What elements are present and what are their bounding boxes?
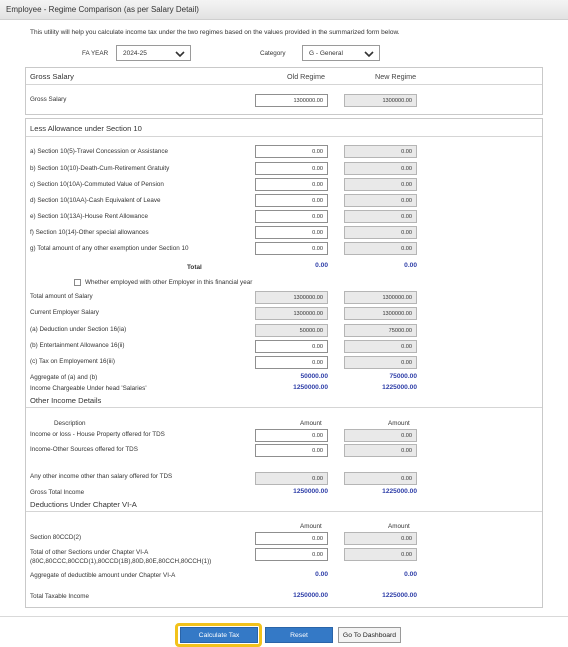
house-property-new: 0.00: [344, 429, 417, 442]
allowance-label: b) Section 10(10)-Death-Cum-Retirement Gratuity: [30, 165, 170, 172]
house-property-old-input[interactable]: 0.00: [255, 429, 328, 442]
gross-total-income-label: Gross Total Income: [30, 489, 85, 496]
allowance-label: a) Section 10(5)-Travel Concession or Assistance: [30, 148, 169, 155]
total-taxable-income-new: 1225000.00: [382, 592, 417, 599]
description-header: Description: [54, 420, 86, 427]
category-value: G - General: [309, 50, 343, 57]
window-title: Employee - Regime Comparison (as per Salary Detail): [6, 5, 199, 14]
tax-on-employment-new: 0.00: [344, 356, 417, 369]
allowance-total-label: Total: [187, 264, 202, 271]
allowance-new-input: 0.00: [344, 242, 417, 255]
gross-total-income-new: 1225000.00: [382, 488, 417, 495]
category-label: Category: [260, 50, 286, 57]
new-regime-header: New Regime: [375, 72, 417, 81]
divider: [26, 84, 542, 85]
entertainment-allowance-new: 0.00: [344, 340, 417, 353]
allowance-total-old: 0.00: [315, 262, 328, 269]
section-80ccd2-label: Section 80CCD(2): [30, 534, 82, 541]
other-sections-new: 0.00: [344, 548, 417, 561]
other-sources-label: Income-Other Sources offered for TDS: [30, 446, 138, 453]
other-income-label: Any other income other than salary offered for TDS: [30, 473, 173, 480]
allowance-old-input[interactable]: 0.00: [255, 145, 328, 158]
allowance-old-input[interactable]: 0.00: [255, 210, 328, 223]
go-to-dashboard-button[interactable]: Go To Dashboard: [338, 627, 401, 643]
current-employer-salary-new: 1300000.00: [344, 307, 417, 320]
tax-on-employment-old-input[interactable]: 0.00: [255, 356, 328, 369]
allowance-old-input[interactable]: 0.00: [255, 162, 328, 175]
total-salary-new: 1300000.00: [344, 291, 417, 304]
aggregate-ab-new: 75000.00: [389, 373, 417, 380]
divider: [0, 616, 568, 617]
other-income-old: 0.00: [255, 472, 328, 485]
divider: [26, 511, 542, 512]
deduction-aggregate-old: 0.00: [315, 571, 328, 578]
window-titlebar: [0, 0, 568, 20]
aggregate-ab-label: Aggregate of (a) and (b): [30, 374, 98, 381]
deduction-aggregate-new: 0.00: [404, 571, 417, 578]
house-property-label: Income or loss - House Property offered for TDS: [30, 431, 165, 438]
amount-header-new: Amount: [388, 420, 410, 427]
amount-header-old: Amount: [300, 420, 322, 427]
fa-year-label: FA YEAR: [82, 50, 109, 57]
entertainment-allowance-old-input[interactable]: 0.00: [255, 340, 328, 353]
allowance-label: d) Section 10(10AA)-Cash Equivalent of Leave: [30, 197, 161, 204]
entertainment-allowance-label: (b) Entertainment Allowance 16(ii): [30, 342, 125, 349]
category-select[interactable]: [302, 45, 380, 61]
allowance-label: f) Section 10(14)-Other special allowances: [30, 229, 149, 236]
total-taxable-income-old: 1250000.00: [293, 592, 328, 599]
other-sections-sublabel: (80C,80CCC,80CCD(1),80CCD(1B),80D,80E,80CCH,80CCH(1)): [30, 558, 212, 565]
allowance-new-input: 0.00: [344, 178, 417, 191]
allowance-label: c) Section 10(10A)-Commuted Value of Pension: [30, 181, 164, 188]
salary-chargeable-new: 1225000.00: [382, 384, 417, 391]
fa-year-value: 2024-25: [123, 50, 147, 57]
current-employer-salary-old: 1300000.00: [255, 307, 328, 320]
allowance-new-input: 0.00: [344, 145, 417, 158]
allowance-total-new: 0.00: [404, 262, 417, 269]
old-regime-header: Old Regime: [287, 72, 325, 81]
gross-salary-label: Gross Salary: [30, 96, 67, 103]
other-sources-new: 0.00: [344, 444, 417, 457]
deduction-amount-header-new: Amount: [388, 523, 410, 530]
divider: [26, 407, 542, 408]
total-taxable-income-label: Total Taxable Income: [30, 593, 90, 600]
deduction-16ia-old: 50000.00: [255, 324, 328, 337]
section-80ccd2-new: 0.00: [344, 532, 417, 545]
allowance-old-input[interactable]: 0.00: [255, 178, 328, 191]
other-income-new: 0.00: [344, 472, 417, 485]
other-sources-old-input[interactable]: 0.00: [255, 444, 328, 457]
gross-salary-heading: Gross Salary: [30, 72, 74, 81]
other-sections-label: Total of other Sections under Chapter VI-A: [30, 549, 149, 556]
salary-chargeable-old: 1250000.00: [293, 384, 328, 391]
allowance-heading: Less Allowance under Section 10: [30, 124, 142, 133]
deductions-heading: Deductions Under Chapter VI-A: [30, 500, 137, 509]
gross-total-income-old: 1250000.00: [293, 488, 328, 495]
fa-year-select[interactable]: [116, 45, 191, 61]
gross-salary-old-input[interactable]: 1300000.00: [255, 94, 328, 107]
salary-chargeable-label: Income Chargeable Under head 'Salaries': [30, 385, 147, 392]
gross-salary-new-input: 1300000.00: [344, 94, 417, 107]
allowance-label: g) Total amount of any other exemption under Section 10: [30, 245, 189, 252]
divider: [26, 136, 542, 137]
current-employer-salary-label: Current Employer Salary: [30, 309, 99, 316]
chevron-down-icon: [364, 49, 374, 59]
allowance-old-input[interactable]: 0.00: [255, 242, 328, 255]
gross-salary-panel: [25, 67, 543, 115]
other-employer-label: Whether employed with other Employer in this financial year: [85, 279, 253, 286]
total-salary-label: Total amount of Salary: [30, 293, 93, 300]
allowance-old-input[interactable]: 0.00: [255, 194, 328, 207]
allowance-new-input: 0.00: [344, 210, 417, 223]
aggregate-ab-old: 50000.00: [300, 373, 328, 380]
deduction-aggregate-label: Aggregate of deductible amount under Chapter VI-A: [30, 572, 176, 579]
calculate-tax-button[interactable]: Calculate Tax: [180, 627, 258, 643]
allowance-new-input: 0.00: [344, 194, 417, 207]
total-salary-old: 1300000.00: [255, 291, 328, 304]
allowance-label: e) Section 10(13A)-House Rent Allowance: [30, 213, 148, 220]
deduction-16ia-label: (a) Deduction under Section 16(ia): [30, 326, 127, 333]
intro-text: This utility will help you calculate income tax under the two regimes based on the values provided in the summarized form below.: [30, 29, 400, 36]
section-80ccd2-old-input[interactable]: 0.00: [255, 532, 328, 545]
chevron-down-icon: [175, 49, 185, 59]
reset-button[interactable]: Reset: [265, 627, 333, 643]
deduction-amount-header-old: Amount: [300, 523, 322, 530]
allowance-new-input: 0.00: [344, 162, 417, 175]
tax-on-employment-label: (c) Tax on Employement 16(iii): [30, 358, 115, 365]
other-employer-checkbox[interactable]: [74, 279, 81, 286]
other-sections-old-input[interactable]: 0.00: [255, 548, 328, 561]
allowance-old-input[interactable]: 0.00: [255, 226, 328, 239]
allowance-new-input: 0.00: [344, 226, 417, 239]
deduction-16ia-new: 75000.00: [344, 324, 417, 337]
other-income-heading: Other Income Details: [30, 396, 102, 405]
